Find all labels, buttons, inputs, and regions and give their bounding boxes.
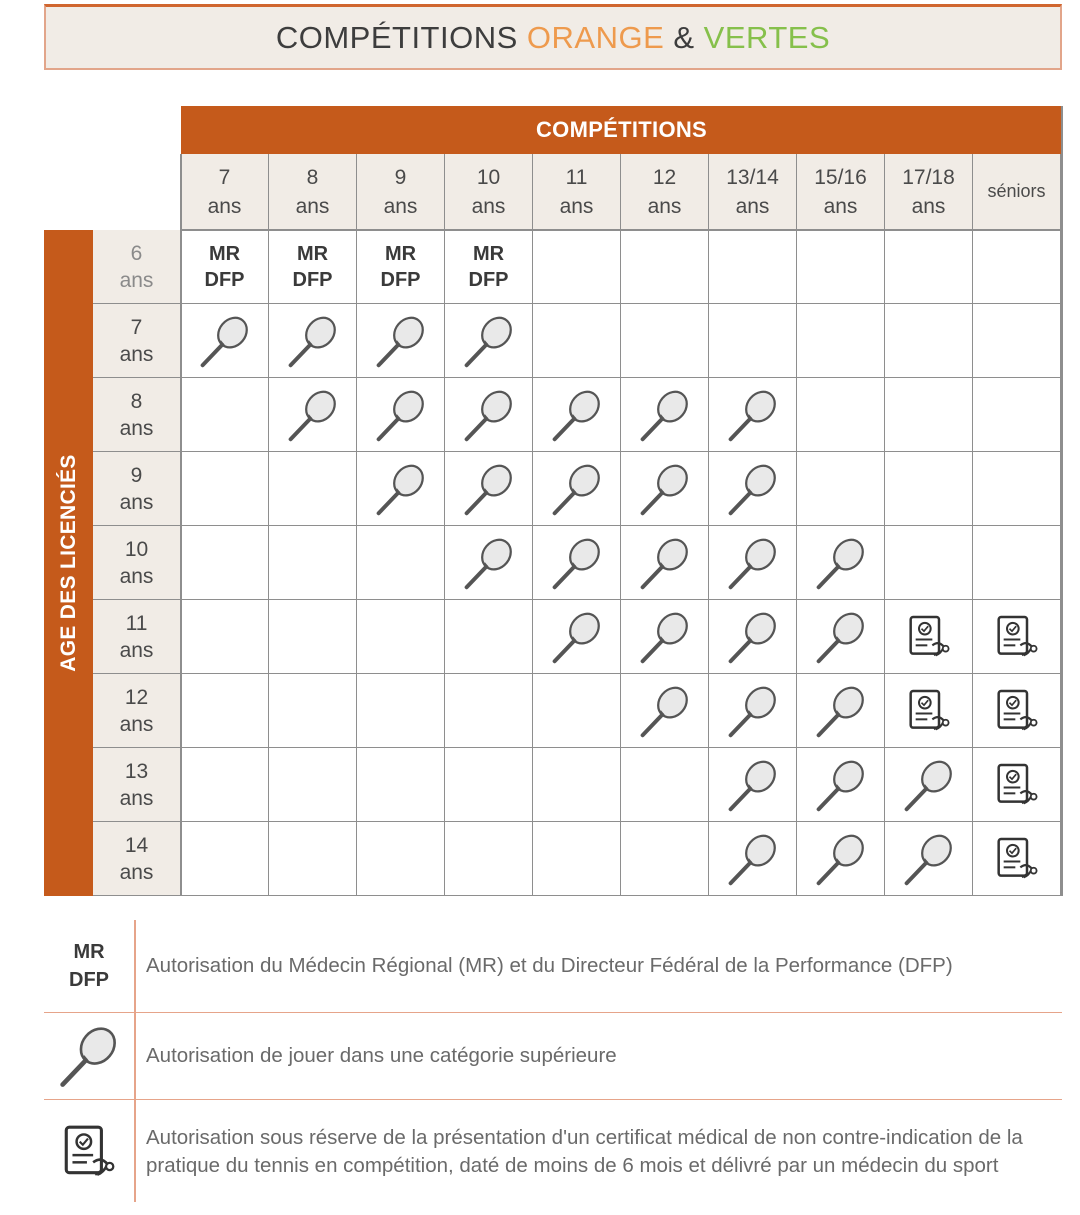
table-cell bbox=[709, 304, 797, 378]
tennis-racket-icon bbox=[461, 461, 517, 517]
row-header-unit: ans bbox=[119, 712, 154, 736]
tennis-racket-icon bbox=[813, 757, 869, 813]
table-cell bbox=[885, 600, 973, 674]
table-cell bbox=[973, 600, 1061, 674]
table-cell bbox=[621, 304, 709, 378]
table-cell bbox=[181, 526, 269, 600]
table-cell bbox=[709, 452, 797, 526]
mr-label: MR bbox=[208, 242, 241, 265]
table-cell bbox=[533, 526, 621, 600]
table-border bbox=[180, 154, 182, 896]
medical-certificate-icon bbox=[992, 760, 1042, 810]
table-cell bbox=[445, 600, 533, 674]
table-cell bbox=[621, 452, 709, 526]
column-header-unit: ans bbox=[207, 194, 242, 218]
table-cell bbox=[269, 526, 357, 600]
table-cell bbox=[445, 822, 533, 896]
table-cell bbox=[269, 822, 357, 896]
table-cell bbox=[357, 230, 445, 304]
table-cell bbox=[533, 452, 621, 526]
tennis-racket-icon bbox=[373, 387, 429, 443]
table-cell bbox=[357, 452, 445, 526]
row-header-value: 10 bbox=[124, 537, 149, 561]
table-cell bbox=[533, 378, 621, 452]
tennis-racket-icon bbox=[197, 313, 253, 369]
title-part-vertes: VERTES bbox=[703, 19, 831, 55]
column-header bbox=[709, 154, 797, 230]
tennis-racket-icon bbox=[285, 387, 341, 443]
table-cell bbox=[621, 526, 709, 600]
tennis-racket-icon bbox=[637, 609, 693, 665]
table-cell bbox=[885, 304, 973, 378]
tennis-racket-icon bbox=[901, 831, 957, 887]
column-header-value: 13/14 bbox=[726, 165, 779, 189]
table-cell bbox=[269, 674, 357, 748]
table-cell bbox=[885, 452, 973, 526]
tennis-racket-icon bbox=[813, 535, 869, 591]
column-header-value: 15/16 bbox=[814, 165, 867, 189]
tennis-racket-icon bbox=[285, 313, 341, 369]
table-cell bbox=[885, 674, 973, 748]
table-cell bbox=[357, 748, 445, 822]
table-cell bbox=[445, 378, 533, 452]
table-cell bbox=[621, 822, 709, 896]
age-side-header-label: AGE DES LICENCIÉS bbox=[56, 454, 80, 672]
table-cell bbox=[269, 304, 357, 378]
tennis-racket-icon bbox=[461, 313, 517, 369]
tennis-racket-icon bbox=[549, 535, 605, 591]
column-header bbox=[621, 154, 709, 230]
table-cell bbox=[269, 378, 357, 452]
table-cell bbox=[621, 674, 709, 748]
table-cell bbox=[533, 600, 621, 674]
tennis-racket-icon bbox=[637, 461, 693, 517]
table-cell bbox=[269, 600, 357, 674]
row-header bbox=[93, 452, 181, 526]
tennis-racket-icon bbox=[44, 1013, 134, 1099]
table-cell bbox=[621, 748, 709, 822]
tennis-racket-icon bbox=[725, 683, 781, 739]
tennis-racket-icon bbox=[901, 757, 957, 813]
table-cell bbox=[885, 822, 973, 896]
table-cell bbox=[797, 674, 885, 748]
table-cell bbox=[621, 600, 709, 674]
table-cell bbox=[445, 304, 533, 378]
row-header-value: 14 bbox=[124, 833, 149, 857]
table-cell bbox=[709, 822, 797, 896]
table-cell bbox=[357, 600, 445, 674]
table-cell bbox=[181, 452, 269, 526]
row-header-value: 11 bbox=[125, 611, 148, 635]
table-cell bbox=[269, 230, 357, 304]
title-part-orange: ORANGE bbox=[526, 19, 665, 55]
table-cell bbox=[797, 452, 885, 526]
row-header-value: 9 bbox=[130, 463, 143, 487]
tennis-racket-icon bbox=[461, 535, 517, 591]
table-cell bbox=[533, 748, 621, 822]
column-header-unit: ans bbox=[735, 194, 770, 218]
tennis-racket-icon bbox=[725, 757, 781, 813]
column-header bbox=[885, 154, 973, 230]
dfp-label: DFP bbox=[292, 268, 333, 291]
row-header bbox=[93, 674, 181, 748]
table-cell bbox=[181, 378, 269, 452]
tennis-racket-icon bbox=[637, 683, 693, 739]
table-cell bbox=[797, 600, 885, 674]
dfp-label: DFP bbox=[468, 268, 509, 291]
table-cell bbox=[181, 748, 269, 822]
competitions-header: COMPÉTITIONS bbox=[181, 106, 1062, 154]
table-cell bbox=[445, 230, 533, 304]
row-header-unit: ans bbox=[119, 638, 154, 662]
tennis-racket-icon bbox=[549, 609, 605, 665]
legend-dfp-label: DFP bbox=[69, 969, 109, 991]
age-side-header bbox=[44, 230, 93, 896]
table-cell bbox=[533, 230, 621, 304]
column-header bbox=[533, 154, 621, 230]
table-cell bbox=[709, 378, 797, 452]
table-cell bbox=[973, 674, 1061, 748]
table-cell bbox=[357, 526, 445, 600]
table-cell bbox=[181, 230, 269, 304]
table-cell bbox=[973, 304, 1061, 378]
column-header-value: 17/18 bbox=[902, 165, 955, 189]
legend-mr-text: Autorisation du Médecin Régional (MR) et du Directeur Fédéral de la Performance (DFP) bbox=[146, 954, 953, 977]
title-part-competitions: COMPÉTITIONS bbox=[275, 19, 527, 55]
row-header bbox=[93, 230, 181, 304]
column-header-unit: ans bbox=[823, 194, 858, 218]
table-cell bbox=[709, 230, 797, 304]
row-header-value: 12 bbox=[124, 685, 149, 709]
legend-mr-label: MR bbox=[73, 941, 105, 963]
legend-certificate-text: Autorisation sous réserve de la présentation d'un certificat médical de non contre-indication de la pratique du tennis en compétition, daté de moins de 6 mois et délivré par un médecin du sport bbox=[146, 1126, 1023, 1177]
table-cell bbox=[973, 822, 1061, 896]
column-header-value: séniors bbox=[987, 181, 1046, 201]
dfp-label: DFP bbox=[380, 268, 421, 291]
row-header bbox=[93, 304, 181, 378]
column-header-value: 9 bbox=[394, 165, 407, 189]
column-header bbox=[797, 154, 885, 230]
column-header-value: 7 bbox=[218, 165, 231, 189]
medical-certificate-icon bbox=[904, 612, 954, 662]
table-cell bbox=[181, 674, 269, 748]
tennis-racket-icon bbox=[813, 683, 869, 739]
table-cell bbox=[797, 304, 885, 378]
column-header bbox=[181, 154, 269, 230]
medical-certificate-icon bbox=[904, 686, 954, 736]
tennis-racket-icon bbox=[813, 609, 869, 665]
tennis-racket-icon bbox=[373, 461, 429, 517]
row-header bbox=[93, 748, 181, 822]
table-cell bbox=[181, 600, 269, 674]
table-border bbox=[181, 229, 1062, 231]
table-cell bbox=[709, 600, 797, 674]
table-cell bbox=[445, 674, 533, 748]
table-cell bbox=[885, 526, 973, 600]
column-header-value: 11 bbox=[565, 165, 588, 189]
row-header-unit: ans bbox=[119, 860, 154, 884]
table-cell bbox=[621, 230, 709, 304]
dfp-label: DFP bbox=[204, 268, 245, 291]
table-cell bbox=[973, 748, 1061, 822]
row-header bbox=[93, 822, 181, 896]
row-header-unit: ans bbox=[119, 564, 154, 588]
row-header-unit: ans bbox=[119, 342, 154, 366]
table-cell bbox=[357, 822, 445, 896]
tennis-racket-icon bbox=[725, 461, 781, 517]
mr-label: MR bbox=[472, 242, 505, 265]
table-cell bbox=[445, 748, 533, 822]
legend-row-racket bbox=[44, 1013, 1062, 1100]
legend-row-certificate bbox=[44, 1100, 1062, 1204]
column-header-unit: ans bbox=[911, 194, 946, 218]
table-cell bbox=[445, 526, 533, 600]
table-cell bbox=[797, 748, 885, 822]
table-cell bbox=[181, 304, 269, 378]
column-header-unit: ans bbox=[383, 194, 418, 218]
medical-certificate-icon bbox=[992, 612, 1042, 662]
row-header bbox=[93, 600, 181, 674]
table-cell bbox=[797, 526, 885, 600]
table-cell bbox=[709, 526, 797, 600]
row-header-value: 8 bbox=[130, 389, 143, 413]
row-header-unit: ans bbox=[119, 786, 154, 810]
column-header-unit: ans bbox=[647, 194, 682, 218]
medical-certificate-icon bbox=[992, 834, 1042, 884]
table-cell bbox=[357, 378, 445, 452]
tennis-racket-icon bbox=[725, 609, 781, 665]
tennis-racket-icon bbox=[725, 535, 781, 591]
column-header-value: 10 bbox=[476, 165, 501, 189]
medical-certificate-icon bbox=[44, 1100, 134, 1204]
column-header bbox=[973, 154, 1061, 230]
table-cell bbox=[533, 304, 621, 378]
row-header-unit: ans bbox=[119, 490, 154, 514]
mr-label: MR bbox=[296, 242, 329, 265]
table-border bbox=[1061, 106, 1063, 896]
column-header bbox=[445, 154, 533, 230]
column-header bbox=[269, 154, 357, 230]
tennis-racket-icon bbox=[637, 535, 693, 591]
column-header-value: 8 bbox=[306, 165, 319, 189]
legend-racket-text: Autorisation de jouer dans une catégorie supérieure bbox=[146, 1044, 617, 1067]
tennis-racket-icon bbox=[637, 387, 693, 443]
table-cell bbox=[357, 304, 445, 378]
tennis-racket-icon bbox=[549, 461, 605, 517]
table-cell bbox=[885, 230, 973, 304]
tennis-racket-icon bbox=[373, 313, 429, 369]
legend-mr-dfp-symbol bbox=[44, 920, 134, 1012]
row-header bbox=[93, 378, 181, 452]
table-cell bbox=[357, 674, 445, 748]
table-cell bbox=[973, 378, 1061, 452]
column-header bbox=[357, 154, 445, 230]
table-cell bbox=[973, 230, 1061, 304]
row-header-unit: ans bbox=[119, 268, 154, 292]
tennis-racket-icon bbox=[461, 387, 517, 443]
table-cell bbox=[269, 748, 357, 822]
column-header-value: 12 bbox=[652, 165, 677, 189]
table-cell bbox=[885, 378, 973, 452]
row-header bbox=[93, 526, 181, 600]
row-header-value: 7 bbox=[130, 315, 143, 339]
row-header-unit: ans bbox=[119, 416, 154, 440]
legend-row-mr bbox=[44, 920, 1062, 1013]
table-cell bbox=[621, 378, 709, 452]
table-cell bbox=[533, 822, 621, 896]
mr-label: MR bbox=[384, 242, 417, 265]
table-cell bbox=[797, 230, 885, 304]
table-cell bbox=[885, 748, 973, 822]
table-cell bbox=[973, 526, 1061, 600]
medical-certificate-icon bbox=[992, 686, 1042, 736]
column-header-unit: ans bbox=[559, 194, 594, 218]
column-header-unit: ans bbox=[471, 194, 506, 218]
table-cell bbox=[533, 674, 621, 748]
tennis-racket-icon bbox=[549, 387, 605, 443]
table-cell bbox=[797, 822, 885, 896]
tennis-racket-icon bbox=[813, 831, 869, 887]
table-cell bbox=[709, 748, 797, 822]
table-cell bbox=[181, 822, 269, 896]
column-header-unit: ans bbox=[295, 194, 330, 218]
title-part-ampersand: & bbox=[664, 19, 704, 55]
table-cell bbox=[973, 452, 1061, 526]
tennis-racket-icon bbox=[725, 387, 781, 443]
table-cell bbox=[445, 452, 533, 526]
table-cell bbox=[269, 452, 357, 526]
tennis-racket-icon bbox=[725, 831, 781, 887]
row-header-value: 6 bbox=[130, 241, 143, 265]
row-header-value: 13 bbox=[124, 759, 149, 783]
table-cell bbox=[709, 674, 797, 748]
table-cell bbox=[797, 378, 885, 452]
